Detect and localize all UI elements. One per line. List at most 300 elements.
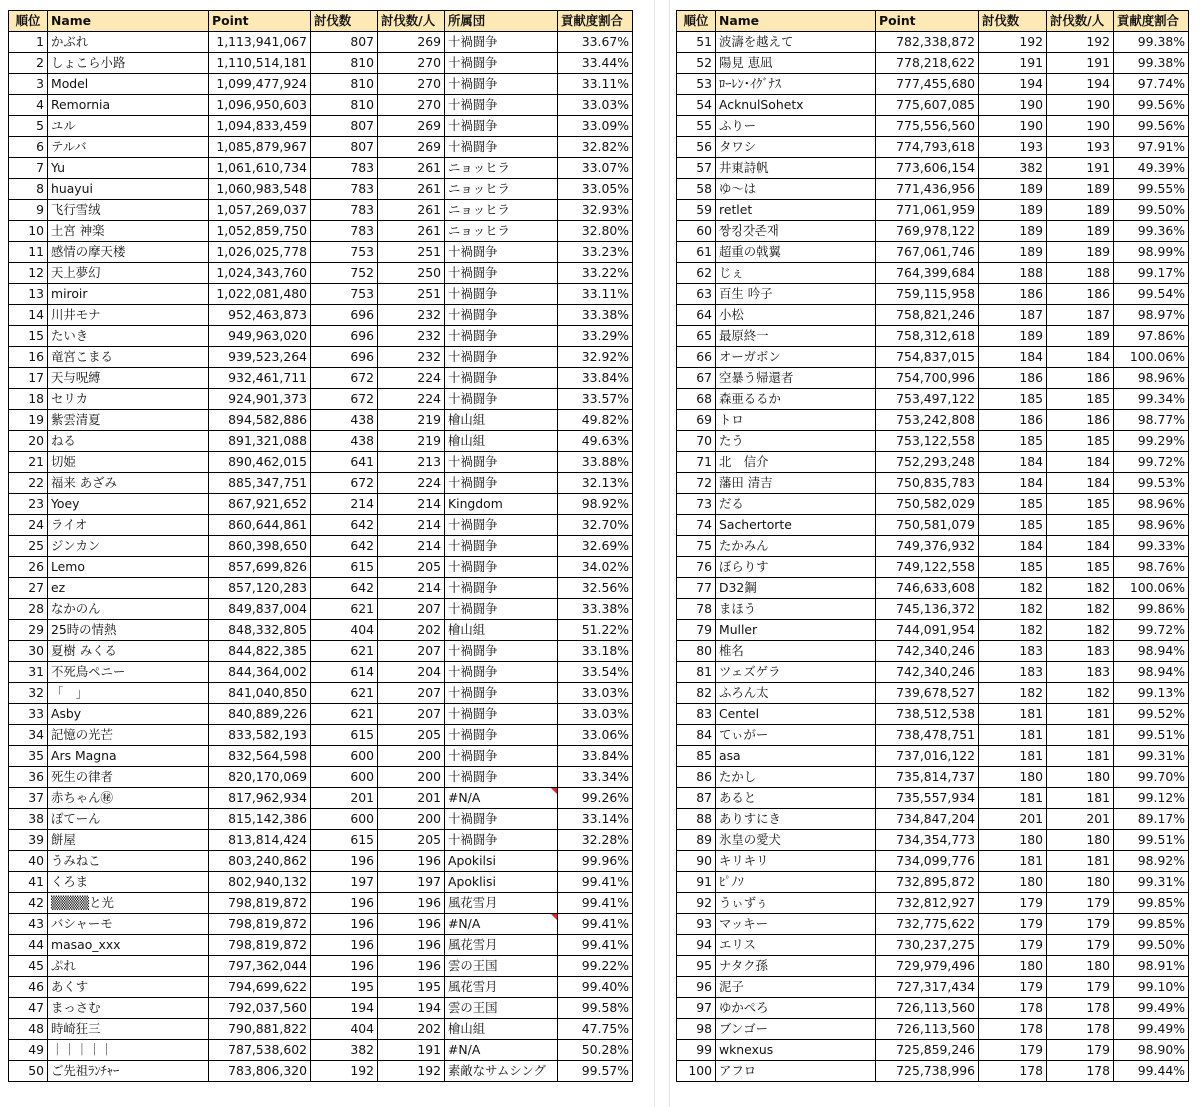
cell-rank[interactable]: 34 — [9, 725, 48, 746]
cell-kills-per[interactable]: 183 — [1047, 662, 1114, 683]
cell-point[interactable]: 746,633,608 — [876, 578, 979, 599]
cell-kills[interactable]: 672 — [311, 473, 378, 494]
cell-name[interactable]: エリス — [716, 935, 876, 956]
cell-rank[interactable]: 23 — [9, 494, 48, 515]
cell-contrib[interactable]: 33.07% — [558, 158, 633, 179]
cell-rank[interactable]: 88 — [677, 809, 716, 830]
cell-point[interactable]: 726,113,560 — [876, 1019, 979, 1040]
cell-kills-per[interactable]: 180 — [1047, 830, 1114, 851]
cell-rank[interactable]: 54 — [677, 95, 716, 116]
cell-point[interactable]: 1,022,081,480 — [209, 284, 311, 305]
cell-point[interactable]: 857,120,283 — [209, 578, 311, 599]
cell-kills[interactable]: 810 — [311, 74, 378, 95]
cell-kills[interactable]: 753 — [311, 242, 378, 263]
cell-name[interactable]: 井東詩帆 — [716, 158, 876, 179]
cell-point[interactable]: 734,847,204 — [876, 809, 979, 830]
cell-point[interactable]: 732,812,927 — [876, 893, 979, 914]
cell-kills-per[interactable]: 200 — [378, 746, 445, 767]
cell-contrib[interactable]: 99.29% — [1114, 431, 1189, 452]
cell-kills[interactable]: 753 — [311, 284, 378, 305]
cell-contrib[interactable]: 49.63% — [558, 431, 633, 452]
cell-point[interactable]: 803,240,862 — [209, 851, 311, 872]
cell-kills[interactable]: 179 — [979, 914, 1047, 935]
cell-kills[interactable]: 182 — [979, 599, 1047, 620]
cell-kills[interactable]: 186 — [979, 368, 1047, 389]
cell-point[interactable]: 1,099,477,924 — [209, 74, 311, 95]
cell-kills-per[interactable]: 185 — [1047, 494, 1114, 515]
cell-contrib[interactable]: 99.40% — [558, 977, 633, 998]
cell-point[interactable]: 759,115,958 — [876, 284, 979, 305]
cell-kills[interactable]: 621 — [311, 599, 378, 620]
cell-point[interactable]: 1,026,025,778 — [209, 242, 311, 263]
cell-contrib[interactable]: 97.86% — [1114, 326, 1189, 347]
cell-kills-per[interactable]: 188 — [1047, 263, 1114, 284]
cell-kills-per[interactable]: 178 — [1047, 1019, 1114, 1040]
cell-kills[interactable]: 181 — [979, 746, 1047, 767]
cell-rank[interactable]: 69 — [677, 410, 716, 431]
cell-rank[interactable]: 27 — [9, 578, 48, 599]
cell-kills[interactable]: 615 — [311, 725, 378, 746]
cell-kills-per[interactable]: 191 — [1047, 158, 1114, 179]
cell-name[interactable]: ナタク孫 — [716, 956, 876, 977]
cell-point[interactable]: 732,895,872 — [876, 872, 979, 893]
cell-rank[interactable]: 41 — [9, 872, 48, 893]
cell-contrib[interactable]: 33.06% — [558, 725, 633, 746]
cell-point[interactable]: 735,557,934 — [876, 788, 979, 809]
cell-rank[interactable]: 21 — [9, 452, 48, 473]
cell-guild[interactable]: 十禍闘争 — [445, 452, 558, 473]
cell-rank[interactable]: 49 — [9, 1040, 48, 1061]
cell-name[interactable]: たかみん — [716, 536, 876, 557]
cell-rank[interactable]: 28 — [9, 599, 48, 620]
cell-rank[interactable]: 14 — [9, 305, 48, 326]
cell-name[interactable]: ゆかぺろ — [716, 998, 876, 1019]
cell-point[interactable]: 726,113,560 — [876, 998, 979, 1019]
cell-kills-per[interactable]: 191 — [378, 1040, 445, 1061]
cell-rank[interactable]: 7 — [9, 158, 48, 179]
cell-rank[interactable]: 16 — [9, 347, 48, 368]
cell-name[interactable]: 天上夢幻 — [48, 263, 209, 284]
cell-point[interactable]: 750,835,783 — [876, 473, 979, 494]
cell-kills-per[interactable]: 202 — [378, 620, 445, 641]
cell-name[interactable]: くろま — [48, 872, 209, 893]
cell-rank[interactable]: 31 — [9, 662, 48, 683]
cell-point[interactable]: 802,940,132 — [209, 872, 311, 893]
cell-kills[interactable]: 178 — [979, 998, 1047, 1019]
cell-kills[interactable]: 194 — [311, 998, 378, 1019]
cell-kills[interactable]: 807 — [311, 116, 378, 137]
cell-name[interactable]: だる — [716, 494, 876, 515]
cell-name[interactable]: まほう — [716, 599, 876, 620]
cell-point[interactable]: 745,136,372 — [876, 599, 979, 620]
cell-rank[interactable]: 95 — [677, 956, 716, 977]
cell-contrib[interactable]: 99.85% — [1114, 893, 1189, 914]
header-contrib[interactable]: 貢献度割合 — [558, 11, 633, 32]
cell-contrib[interactable]: 99.56% — [1114, 116, 1189, 137]
cell-rank[interactable]: 89 — [677, 830, 716, 851]
cell-guild[interactable]: 十禍闘争 — [445, 704, 558, 725]
cell-point[interactable]: 730,237,275 — [876, 935, 979, 956]
cell-point[interactable]: 820,170,069 — [209, 767, 311, 788]
cell-guild[interactable]: 十禍闘争 — [445, 305, 558, 326]
cell-name[interactable]: ぼらりす — [716, 557, 876, 578]
cell-point[interactable]: 932,461,711 — [209, 368, 311, 389]
cell-name[interactable]: かぶれ — [48, 32, 209, 53]
cell-guild[interactable]: 十禍闘争 — [445, 74, 558, 95]
cell-point[interactable]: 758,821,246 — [876, 305, 979, 326]
cell-contrib[interactable]: 99.70% — [1114, 767, 1189, 788]
cell-kills[interactable]: 807 — [311, 137, 378, 158]
cell-kills-per[interactable]: 192 — [378, 1061, 445, 1082]
cell-kills[interactable]: 179 — [979, 893, 1047, 914]
cell-rank[interactable]: 68 — [677, 389, 716, 410]
cell-contrib[interactable]: 99.50% — [1114, 935, 1189, 956]
cell-kills[interactable]: 189 — [979, 200, 1047, 221]
cell-rank[interactable]: 48 — [9, 1019, 48, 1040]
cell-rank[interactable]: 92 — [677, 893, 716, 914]
cell-kills-per[interactable]: 197 — [378, 872, 445, 893]
cell-kills-per[interactable]: 213 — [378, 452, 445, 473]
cell-name[interactable]: masao_xxx — [48, 935, 209, 956]
cell-kills[interactable]: 180 — [979, 872, 1047, 893]
cell-kills[interactable]: 196 — [311, 851, 378, 872]
cell-guild[interactable]: 十禍闘争 — [445, 389, 558, 410]
cell-contrib[interactable]: 32.92% — [558, 347, 633, 368]
cell-point[interactable]: 849,837,004 — [209, 599, 311, 620]
cell-kills-per[interactable]: 270 — [378, 53, 445, 74]
header-name[interactable]: Name — [716, 11, 876, 32]
cell-kills-per[interactable]: 261 — [378, 221, 445, 242]
cell-guild[interactable]: Apoklisi — [445, 872, 558, 893]
cell-rank[interactable]: 8 — [9, 179, 48, 200]
cell-name[interactable]: 竜宮こまる — [48, 347, 209, 368]
cell-kills-per[interactable]: 185 — [1047, 431, 1114, 452]
cell-kills[interactable]: 382 — [979, 158, 1047, 179]
cell-rank[interactable]: 45 — [9, 956, 48, 977]
cell-rank[interactable]: 64 — [677, 305, 716, 326]
cell-point[interactable]: 844,364,002 — [209, 662, 311, 683]
cell-kills-per[interactable]: 269 — [378, 32, 445, 53]
header-kills[interactable]: 討伐数 — [979, 11, 1047, 32]
cell-kills[interactable]: 182 — [979, 578, 1047, 599]
cell-kills[interactable]: 196 — [311, 914, 378, 935]
cell-rank[interactable]: 66 — [677, 347, 716, 368]
cell-kills[interactable]: 214 — [311, 494, 378, 515]
cell-point[interactable]: 840,889,226 — [209, 704, 311, 725]
cell-kills-per[interactable]: 185 — [1047, 389, 1114, 410]
cell-rank[interactable]: 76 — [677, 557, 716, 578]
cell-rank[interactable]: 85 — [677, 746, 716, 767]
cell-name[interactable]: 赤ちゃん㊙ — [48, 788, 209, 809]
cell-contrib[interactable]: 51.22% — [558, 620, 633, 641]
cell-kills[interactable]: 180 — [979, 956, 1047, 977]
cell-guild[interactable]: #N/A — [445, 1040, 558, 1061]
cell-kills-per[interactable]: 178 — [1047, 998, 1114, 1019]
cell-point[interactable]: 952,463,873 — [209, 305, 311, 326]
cell-kills-per[interactable]: 196 — [378, 893, 445, 914]
cell-point[interactable]: 1,052,859,750 — [209, 221, 311, 242]
cell-kills-per[interactable]: 224 — [378, 368, 445, 389]
cell-kills-per[interactable]: 270 — [378, 74, 445, 95]
cell-contrib[interactable]: 99.72% — [1114, 452, 1189, 473]
cell-name[interactable]: 川井モナ — [48, 305, 209, 326]
cell-kills[interactable]: 783 — [311, 221, 378, 242]
cell-kills-per[interactable]: 207 — [378, 641, 445, 662]
cell-rank[interactable]: 65 — [677, 326, 716, 347]
cell-name[interactable]: 不死鳥ペニー — [48, 662, 209, 683]
cell-name[interactable]: huayui — [48, 179, 209, 200]
cell-name[interactable]: Centel — [716, 704, 876, 725]
cell-contrib[interactable]: 99.86% — [1114, 599, 1189, 620]
cell-kills[interactable]: 201 — [979, 809, 1047, 830]
cell-guild[interactable]: 風花雪月 — [445, 977, 558, 998]
cell-kills-per[interactable]: 180 — [1047, 872, 1114, 893]
cell-contrib[interactable]: 99.50% — [1114, 200, 1189, 221]
cell-kills-per[interactable]: 207 — [378, 704, 445, 725]
cell-contrib[interactable]: 99.17% — [1114, 263, 1189, 284]
cell-rank[interactable]: 94 — [677, 935, 716, 956]
cell-contrib[interactable]: 33.84% — [558, 368, 633, 389]
cell-kills-per[interactable]: 214 — [378, 536, 445, 557]
cell-guild[interactable]: #N/A — [445, 914, 558, 935]
cell-guild[interactable]: ニョッヒラ — [445, 200, 558, 221]
cell-rank[interactable]: 61 — [677, 242, 716, 263]
cell-guild[interactable]: ニョッヒラ — [445, 158, 558, 179]
cell-guild[interactable]: 十禍闘争 — [445, 725, 558, 746]
cell-guild[interactable]: ニョッヒラ — [445, 179, 558, 200]
cell-contrib[interactable]: 98.99% — [1114, 242, 1189, 263]
cell-contrib[interactable]: 97.74% — [1114, 74, 1189, 95]
header-name[interactable]: Name — [48, 11, 209, 32]
cell-kills-per[interactable]: 219 — [378, 410, 445, 431]
cell-kills[interactable]: 182 — [979, 683, 1047, 704]
cell-kills[interactable]: 696 — [311, 347, 378, 368]
cell-kills-per[interactable]: 189 — [1047, 242, 1114, 263]
cell-name[interactable]: 餅屋 — [48, 830, 209, 851]
cell-name[interactable]: オーガボン — [716, 347, 876, 368]
cell-name[interactable]: ふろん太 — [716, 683, 876, 704]
cell-rank[interactable]: 10 — [9, 221, 48, 242]
cell-kills[interactable]: 783 — [311, 179, 378, 200]
cell-kills[interactable]: 807 — [311, 32, 378, 53]
cell-kills-per[interactable]: 214 — [378, 578, 445, 599]
cell-contrib[interactable]: 33.34% — [558, 767, 633, 788]
cell-kills-per[interactable]: 186 — [1047, 410, 1114, 431]
cell-rank[interactable]: 47 — [9, 998, 48, 1019]
cell-contrib[interactable]: 99.41% — [558, 935, 633, 956]
cell-kills-per[interactable]: 200 — [378, 809, 445, 830]
cell-point[interactable]: 1,060,983,548 — [209, 179, 311, 200]
cell-kills-per[interactable]: 181 — [1047, 704, 1114, 725]
cell-rank[interactable]: 96 — [677, 977, 716, 998]
cell-kills-per[interactable]: 207 — [378, 599, 445, 620]
cell-kills[interactable]: 404 — [311, 1019, 378, 1040]
cell-point[interactable]: 1,024,343,760 — [209, 263, 311, 284]
cell-rank[interactable]: 74 — [677, 515, 716, 536]
cell-kills-per[interactable]: 205 — [378, 557, 445, 578]
cell-rank[interactable]: 46 — [9, 977, 48, 998]
cell-kills-per[interactable]: 250 — [378, 263, 445, 284]
cell-name[interactable]: うみねこ — [48, 851, 209, 872]
cell-kills-per[interactable]: 179 — [1047, 893, 1114, 914]
cell-kills[interactable]: 185 — [979, 515, 1047, 536]
cell-kills-per[interactable]: 179 — [1047, 1040, 1114, 1061]
cell-guild[interactable]: ニョッヒラ — [445, 221, 558, 242]
cell-kills[interactable]: 184 — [979, 347, 1047, 368]
cell-name[interactable]: ねる — [48, 431, 209, 452]
cell-contrib[interactable]: 33.03% — [558, 95, 633, 116]
cell-kills-per[interactable]: 232 — [378, 326, 445, 347]
cell-kills[interactable]: 438 — [311, 410, 378, 431]
cell-rank[interactable]: 52 — [677, 53, 716, 74]
cell-contrib[interactable]: 32.56% — [558, 578, 633, 599]
cell-contrib[interactable]: 98.92% — [558, 494, 633, 515]
cell-kills-per[interactable]: 219 — [378, 431, 445, 452]
cell-contrib[interactable]: 99.58% — [558, 998, 633, 1019]
cell-contrib[interactable]: 99.49% — [1114, 1019, 1189, 1040]
cell-kills-per[interactable]: 184 — [1047, 536, 1114, 557]
cell-rank[interactable]: 73 — [677, 494, 716, 515]
cell-rank[interactable]: 15 — [9, 326, 48, 347]
cell-kills[interactable]: 179 — [979, 1040, 1047, 1061]
cell-kills-per[interactable]: 182 — [1047, 683, 1114, 704]
cell-point[interactable]: 833,582,193 — [209, 725, 311, 746]
cell-name[interactable]: ゆ〜は — [716, 179, 876, 200]
cell-contrib[interactable]: 34.02% — [558, 557, 633, 578]
cell-rank[interactable]: 63 — [677, 284, 716, 305]
cell-kills[interactable]: 181 — [979, 704, 1047, 725]
cell-contrib[interactable]: 32.82% — [558, 137, 633, 158]
cell-name[interactable]: miroir — [48, 284, 209, 305]
cell-kills-per[interactable]: 224 — [378, 473, 445, 494]
cell-name[interactable]: Lemo — [48, 557, 209, 578]
cell-kills[interactable]: 183 — [979, 641, 1047, 662]
cell-point[interactable]: 744,091,954 — [876, 620, 979, 641]
cell-contrib[interactable]: 99.72% — [1114, 620, 1189, 641]
cell-name[interactable]: ありすにき — [716, 809, 876, 830]
cell-rank[interactable]: 62 — [677, 263, 716, 284]
cell-point[interactable]: 844,822,385 — [209, 641, 311, 662]
cell-contrib[interactable]: 99.53% — [1114, 473, 1189, 494]
cell-point[interactable]: 787,538,602 — [209, 1040, 311, 1061]
cell-kills-per[interactable]: 187 — [1047, 305, 1114, 326]
cell-kills[interactable]: 180 — [979, 830, 1047, 851]
cell-name[interactable]: 小松 — [716, 305, 876, 326]
cell-kills-per[interactable]: 202 — [378, 1019, 445, 1040]
cell-guild[interactable]: 十禍闘争 — [445, 683, 558, 704]
cell-kills-per[interactable]: 189 — [1047, 200, 1114, 221]
cell-contrib[interactable]: 99.33% — [1114, 536, 1189, 557]
cell-contrib[interactable]: 99.10% — [1114, 977, 1189, 998]
cell-kills-per[interactable]: 269 — [378, 116, 445, 137]
cell-contrib[interactable]: 99.36% — [1114, 221, 1189, 242]
cell-rank[interactable]: 30 — [9, 641, 48, 662]
cell-name[interactable]: 藩田 清吉 — [716, 473, 876, 494]
cell-point[interactable]: 738,512,538 — [876, 704, 979, 725]
cell-point[interactable]: 794,699,622 — [209, 977, 311, 998]
cell-name[interactable]: キリキリ — [716, 851, 876, 872]
cell-rank[interactable]: 86 — [677, 767, 716, 788]
cell-kills-per[interactable]: 179 — [1047, 977, 1114, 998]
cell-kills[interactable]: 185 — [979, 494, 1047, 515]
cell-contrib[interactable]: 33.11% — [558, 284, 633, 305]
cell-rank[interactable]: 100 — [677, 1061, 716, 1082]
cell-contrib[interactable]: 99.51% — [1114, 830, 1189, 851]
cell-point[interactable]: 750,581,079 — [876, 515, 979, 536]
cell-rank[interactable]: 57 — [677, 158, 716, 179]
cell-kills[interactable]: 438 — [311, 431, 378, 452]
cell-kills-per[interactable]: 261 — [378, 158, 445, 179]
cell-kills-per[interactable]: 192 — [1047, 32, 1114, 53]
cell-point[interactable]: 841,040,850 — [209, 683, 311, 704]
cell-guild[interactable]: 十禍闘争 — [445, 116, 558, 137]
cell-point[interactable]: 764,399,684 — [876, 263, 979, 284]
cell-point[interactable]: 798,819,872 — [209, 914, 311, 935]
cell-name[interactable]: ｜｜｜｜｜ — [48, 1040, 209, 1061]
cell-kills[interactable]: 185 — [979, 389, 1047, 410]
cell-name[interactable]: Model — [48, 74, 209, 95]
cell-point[interactable]: 742,340,246 — [876, 641, 979, 662]
cell-contrib[interactable]: 33.03% — [558, 683, 633, 704]
cell-point[interactable]: 777,455,680 — [876, 74, 979, 95]
cell-kills-per[interactable]: 269 — [378, 137, 445, 158]
cell-rank[interactable]: 87 — [677, 788, 716, 809]
header-point[interactable]: Point — [876, 11, 979, 32]
cell-point[interactable]: 753,497,122 — [876, 389, 979, 410]
cell-rank[interactable]: 84 — [677, 725, 716, 746]
cell-contrib[interactable]: 98.77% — [1114, 410, 1189, 431]
cell-name[interactable]: 森亜るるか — [716, 389, 876, 410]
cell-rank[interactable]: 36 — [9, 767, 48, 788]
cell-contrib[interactable]: 99.85% — [1114, 914, 1189, 935]
cell-rank[interactable]: 13 — [9, 284, 48, 305]
cell-name[interactable]: 超重の戟翼 — [716, 242, 876, 263]
cell-rank[interactable]: 33 — [9, 704, 48, 725]
cell-name[interactable]: 紫雲清夏 — [48, 410, 209, 431]
cell-point[interactable]: 848,332,805 — [209, 620, 311, 641]
cell-rank[interactable]: 5 — [9, 116, 48, 137]
cell-kills-per[interactable]: 189 — [1047, 326, 1114, 347]
cell-rank[interactable]: 26 — [9, 557, 48, 578]
cell-contrib[interactable]: 99.49% — [1114, 998, 1189, 1019]
cell-contrib[interactable]: 98.90% — [1114, 1040, 1189, 1061]
cell-rank[interactable]: 50 — [9, 1061, 48, 1082]
cell-rank[interactable]: 79 — [677, 620, 716, 641]
cell-contrib[interactable]: 98.97% — [1114, 305, 1189, 326]
cell-contrib[interactable]: 98.96% — [1114, 494, 1189, 515]
cell-rank[interactable]: 53 — [677, 74, 716, 95]
cell-point[interactable]: 939,523,264 — [209, 347, 311, 368]
cell-name[interactable]: しょこら小路 — [48, 53, 209, 74]
cell-name[interactable]: 飞行雪绒 — [48, 200, 209, 221]
cell-contrib[interactable]: 99.54% — [1114, 284, 1189, 305]
cell-name[interactable]: あくす — [48, 977, 209, 998]
cell-kills[interactable]: 185 — [979, 557, 1047, 578]
cell-kills[interactable]: 404 — [311, 620, 378, 641]
cell-guild[interactable]: 十禍闘争 — [445, 578, 558, 599]
cell-contrib[interactable]: 33.67% — [558, 32, 633, 53]
cell-kills[interactable]: 194 — [979, 74, 1047, 95]
cell-rank[interactable]: 32 — [9, 683, 48, 704]
header-contrib[interactable]: 貢献度割合 — [1114, 11, 1189, 32]
cell-name[interactable]: 福来 あざみ — [48, 473, 209, 494]
cell-guild[interactable]: 十禍闘争 — [445, 263, 558, 284]
cell-point[interactable]: 797,362,044 — [209, 956, 311, 977]
cell-rank[interactable]: 80 — [677, 641, 716, 662]
cell-kills[interactable]: 197 — [311, 872, 378, 893]
cell-kills-per[interactable]: 196 — [378, 956, 445, 977]
cell-kills-per[interactable]: 191 — [1047, 53, 1114, 74]
